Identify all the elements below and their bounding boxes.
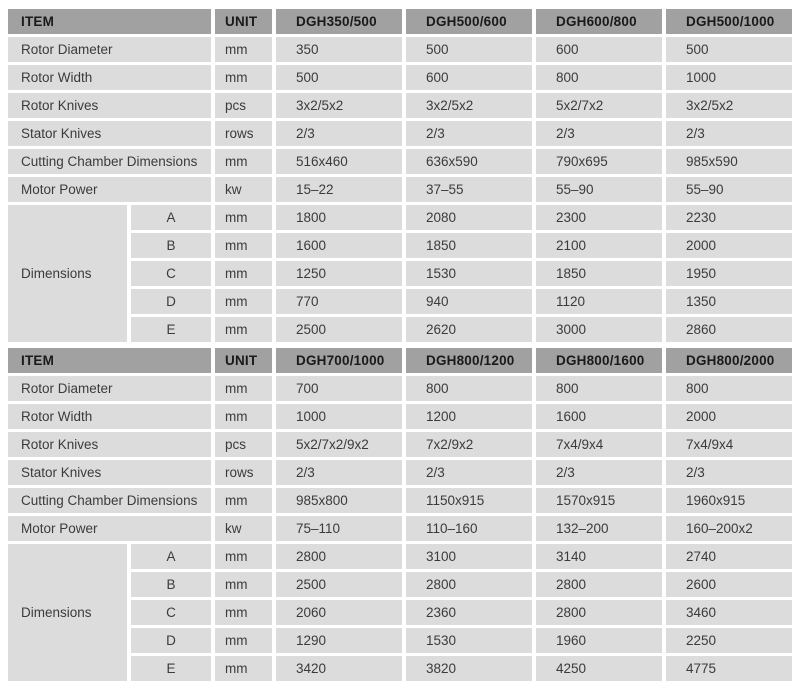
dimension-row: [8, 544, 792, 569]
unit-cell: kw: [215, 516, 272, 541]
model-header-cell: DGH350/500: [276, 9, 402, 34]
value-cell: 790x695: [536, 149, 662, 174]
unit-cell: rows: [215, 121, 272, 146]
header-row: [8, 348, 792, 373]
value-cell: 2000: [666, 404, 792, 429]
unit-cell: pcs: [215, 432, 272, 457]
value-cell: 2800: [406, 572, 532, 597]
unit-cell: mm: [215, 572, 272, 597]
dimension-sub-label-cell: C: [131, 600, 211, 625]
value-cell: 2/3: [276, 121, 402, 146]
unit-cell: mm: [215, 261, 272, 286]
value-cell: 2000: [666, 233, 792, 258]
value-cell: 2/3: [536, 121, 662, 146]
value-cell: 2620: [406, 317, 532, 342]
item-cell: Motor Power: [8, 177, 211, 202]
value-cell: 500: [276, 65, 402, 90]
dimensions-label-cell: Dimensions: [8, 544, 127, 681]
unit-cell: mm: [215, 544, 272, 569]
value-cell: 3x2/5x2: [406, 93, 532, 118]
spec-row: [8, 376, 792, 401]
value-cell: 3140: [536, 544, 662, 569]
value-cell: 3000: [536, 317, 662, 342]
unit-cell: mm: [215, 628, 272, 653]
value-cell: 985x590: [666, 149, 792, 174]
spec-row: [8, 404, 792, 429]
value-cell: 1120: [536, 289, 662, 314]
model-header-cell: DGH500/1000: [666, 9, 792, 34]
dimension-sub-label-cell: A: [131, 544, 211, 569]
spec-row: [8, 177, 792, 202]
item-cell: Rotor Width: [8, 65, 211, 90]
spec-row: [8, 432, 792, 457]
value-cell: 1150x915: [406, 488, 532, 513]
value-cell: 500: [666, 37, 792, 62]
spec-row: [8, 37, 792, 62]
item-header-cell: ITEM: [8, 348, 211, 373]
value-cell: 1200: [406, 404, 532, 429]
spec-row: [8, 488, 792, 513]
value-cell: 2100: [536, 233, 662, 258]
unit-header-cell: UNIT: [215, 9, 272, 34]
header-row: [8, 9, 792, 34]
dimension-sub-label-cell: B: [131, 233, 211, 258]
value-cell: 1290: [276, 628, 402, 653]
value-cell: 3100: [406, 544, 532, 569]
unit-cell: mm: [215, 488, 272, 513]
dimension-sub-label-cell: D: [131, 628, 211, 653]
item-cell: Stator Knives: [8, 460, 211, 485]
value-cell: 15–22: [276, 177, 402, 202]
item-cell: Rotor Knives: [8, 93, 211, 118]
value-cell: 516x460: [276, 149, 402, 174]
value-cell: 2500: [276, 572, 402, 597]
value-cell: 500: [406, 37, 532, 62]
value-cell: 3x2/5x2: [666, 93, 792, 118]
item-header-cell: ITEM: [8, 9, 211, 34]
dimension-sub-label-cell: E: [131, 317, 211, 342]
value-cell: 1850: [536, 261, 662, 286]
value-cell: 1530: [406, 261, 532, 286]
value-cell: 55–90: [666, 177, 792, 202]
value-cell: 700: [276, 376, 402, 401]
value-cell: 37–55: [406, 177, 532, 202]
spec-table-2-body: [8, 348, 792, 681]
value-cell: 2800: [276, 544, 402, 569]
unit-cell: rows: [215, 460, 272, 485]
value-cell: 2/3: [406, 121, 532, 146]
item-cell: Cutting Chamber Dimensions: [8, 488, 211, 513]
value-cell: 55–90: [536, 177, 662, 202]
spec-table-1: [4, 6, 796, 345]
value-cell: 1570x915: [536, 488, 662, 513]
value-cell: 2600: [666, 572, 792, 597]
value-cell: 1600: [276, 233, 402, 258]
spec-row: [8, 121, 792, 146]
value-cell: 2360: [406, 600, 532, 625]
unit-cell: mm: [215, 233, 272, 258]
spec-table-2: [4, 345, 796, 684]
value-cell: 600: [536, 37, 662, 62]
spec-row: [8, 516, 792, 541]
dimensions-label-cell: Dimensions: [8, 205, 127, 342]
dimension-sub-label-cell: A: [131, 205, 211, 230]
value-cell: 800: [666, 376, 792, 401]
value-cell: 1950: [666, 261, 792, 286]
value-cell: 2060: [276, 600, 402, 625]
value-cell: 800: [536, 376, 662, 401]
spec-table-1-body: [8, 9, 792, 342]
item-cell: Stator Knives: [8, 121, 211, 146]
value-cell: 1850: [406, 233, 532, 258]
model-header-cell: DGH600/800: [536, 9, 662, 34]
dimension-sub-label-cell: E: [131, 656, 211, 681]
value-cell: 2740: [666, 544, 792, 569]
value-cell: 7x4/9x4: [666, 432, 792, 457]
dimension-sub-label-cell: C: [131, 261, 211, 286]
value-cell: 2250: [666, 628, 792, 653]
value-cell: 350: [276, 37, 402, 62]
value-cell: 2300: [536, 205, 662, 230]
value-cell: 1960x915: [666, 488, 792, 513]
item-cell: Rotor Knives: [8, 432, 211, 457]
value-cell: 800: [406, 376, 532, 401]
unit-cell: mm: [215, 317, 272, 342]
model-header-cell: DGH700/1000: [276, 348, 402, 373]
model-header-cell: DGH800/2000: [666, 348, 792, 373]
value-cell: 940: [406, 289, 532, 314]
model-header-cell: DGH800/1200: [406, 348, 532, 373]
value-cell: 1350: [666, 289, 792, 314]
value-cell: 132–200: [536, 516, 662, 541]
value-cell: 1600: [536, 404, 662, 429]
unit-cell: mm: [215, 149, 272, 174]
item-cell: Rotor Diameter: [8, 376, 211, 401]
value-cell: 1530: [406, 628, 532, 653]
value-cell: 2500: [276, 317, 402, 342]
value-cell: 160–200x2: [666, 516, 792, 541]
unit-header-cell: UNIT: [215, 348, 272, 373]
value-cell: 2/3: [536, 460, 662, 485]
value-cell: 75–110: [276, 516, 402, 541]
spec-row: [8, 460, 792, 485]
unit-cell: mm: [215, 289, 272, 314]
unit-cell: mm: [215, 656, 272, 681]
value-cell: 1960: [536, 628, 662, 653]
value-cell: 985x800: [276, 488, 402, 513]
value-cell: 2/3: [406, 460, 532, 485]
value-cell: 1000: [666, 65, 792, 90]
spec-row: [8, 149, 792, 174]
unit-cell: mm: [215, 65, 272, 90]
unit-cell: mm: [215, 205, 272, 230]
value-cell: 1800: [276, 205, 402, 230]
value-cell: 4775: [666, 656, 792, 681]
unit-cell: kw: [215, 177, 272, 202]
value-cell: 770: [276, 289, 402, 314]
spec-row: [8, 65, 792, 90]
value-cell: 2/3: [666, 460, 792, 485]
value-cell: 3820: [406, 656, 532, 681]
value-cell: 3x2/5x2: [276, 93, 402, 118]
value-cell: 3420: [276, 656, 402, 681]
value-cell: 4250: [536, 656, 662, 681]
unit-cell: pcs: [215, 93, 272, 118]
value-cell: 7x2/9x2: [406, 432, 532, 457]
unit-cell: mm: [215, 37, 272, 62]
model-header-cell: DGH800/1600: [536, 348, 662, 373]
item-cell: Motor Power: [8, 516, 211, 541]
unit-cell: mm: [215, 376, 272, 401]
value-cell: 3460: [666, 600, 792, 625]
unit-cell: mm: [215, 600, 272, 625]
dimension-sub-label-cell: D: [131, 289, 211, 314]
value-cell: 800: [536, 65, 662, 90]
value-cell: 2230: [666, 205, 792, 230]
value-cell: 5x2/7x2/9x2: [276, 432, 402, 457]
model-header-cell: DGH500/600: [406, 9, 532, 34]
unit-cell: mm: [215, 404, 272, 429]
value-cell: 636x590: [406, 149, 532, 174]
value-cell: 2/3: [666, 121, 792, 146]
value-cell: 1250: [276, 261, 402, 286]
value-cell: 2080: [406, 205, 532, 230]
value-cell: 1000: [276, 404, 402, 429]
dimension-row: [8, 205, 792, 230]
value-cell: 7x4/9x4: [536, 432, 662, 457]
value-cell: 2800: [536, 572, 662, 597]
value-cell: 5x2/7x2: [536, 93, 662, 118]
value-cell: 2/3: [276, 460, 402, 485]
item-cell: Cutting Chamber Dimensions: [8, 149, 211, 174]
spec-row: [8, 93, 792, 118]
dimension-sub-label-cell: B: [131, 572, 211, 597]
item-cell: Rotor Diameter: [8, 37, 211, 62]
value-cell: 600: [406, 65, 532, 90]
value-cell: 2860: [666, 317, 792, 342]
value-cell: 110–160: [406, 516, 532, 541]
item-cell: Rotor Width: [8, 404, 211, 429]
value-cell: 2800: [536, 600, 662, 625]
